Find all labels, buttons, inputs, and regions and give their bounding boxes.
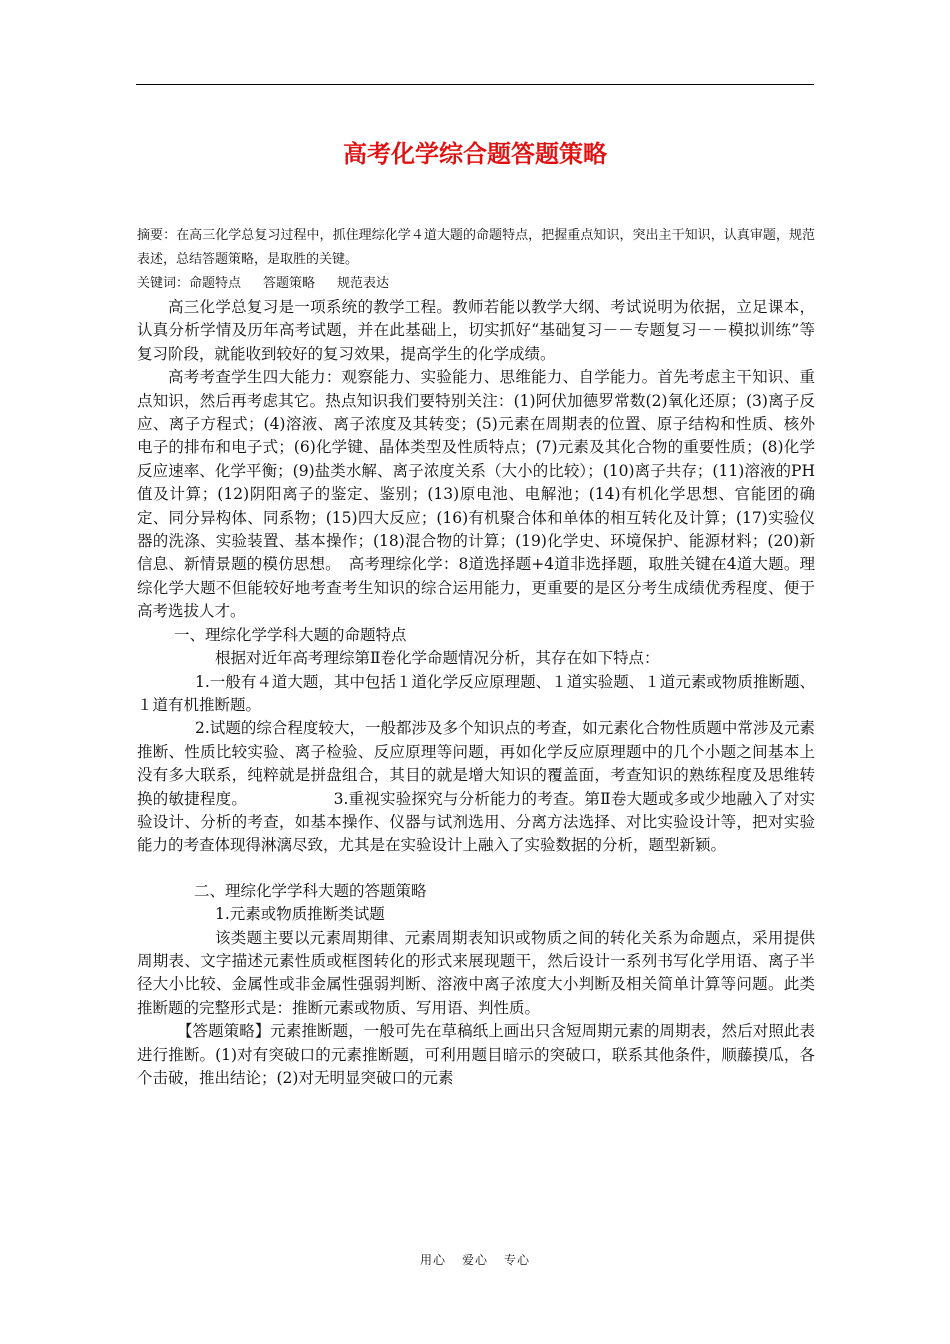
- keyword: 命题特点: [189, 276, 242, 291]
- abstract: 摘要：在高三化学总复习过程中，抓住理综化学４道大题的命题特点，把握重点知识，突出主干知识，认真审题，规范表述，总结答题策略，是取胜的关键。: [137, 228, 815, 267]
- section-paragraph: 该类题主要以元素周期律、元素周期表知识或物质之间的转化关系为命题点，采用提供周期表、文字描述元素性质或框图转化的形式来展现题干，然后设计一系列书写化学用语、离子半径大小比较、金属性或非金属性强弱判断、溶液中离子浓度大小判断及相关简单计算等问题。此类推断题的完整形式是：推断元素或物质、写用语、判性质。: [137, 928, 815, 1017]
- subsection-heading: 1.元素或物质推断类试题: [215, 905, 385, 924]
- document-body: [137, 224, 815, 1090]
- section-lead: 根据对近年高考理综第Ⅱ卷化学命题情况分析，其存在如下特点：: [215, 649, 660, 668]
- section-heading: 二、理综化学学科大题的答题策略: [194, 881, 427, 900]
- header-rule: [136, 84, 814, 85]
- keyword: 答题策略: [263, 276, 316, 291]
- point-paragraph: 2.试题的综合程度较大，一般都涉及多个知识点的考查，如元素化合物性质题中常涉及元素推断、性质比较实验、离子检验、反应原理等问题，再如化学反应原理题中的几个小题之间基本上没有多大联系，纯粹就是拼盘组合，其目的就是增大知识的覆盖面，考查知识的熟练程度及思维转换的敏捷程度。 3.重视实验探究与分析能力的考查。第Ⅱ卷大题或多或少地融入了对实验设计、分析的考查，如基本操作、仪器与试剂选用、分离方法选择、对比实验设计等，把对实验能力的考查体现得淋漓尽致，尤其是在实验设计上融入了实验数据的分析，题型新颖。: [137, 719, 815, 855]
- page-footer: [0, 1251, 950, 1268]
- document-title: 高考化学综合题答题策略: [343, 140, 607, 168]
- keywords-label: 关键词：: [137, 276, 190, 291]
- footer-word: 爱心: [461, 1253, 488, 1267]
- footer-word: 专心: [504, 1253, 531, 1267]
- intro-paragraph: 高考考查学生四大能力：观察能力、实验能力、思维能力、自学能力。首先考虑主干知识、重点知识，然后再考虑其它。热点知识我们要特别关注：(1)阿伏加德罗常数(2)氧化还原；(3)离子反应、离子方程式；(4)溶液、离子浓度及其转变；(5)元素在周期表的位置、原子结构和性质、核外电子的排布和电子式；(6)化学键、晶体类型及性质特点；(7)元素及其化合物的重要性质；(8)化学反应速率、化学平衡；(9)盐类水解、离子浓度关系（大小的比较）；(10)离子共存；(11)溶液的PH值及计算；(12)阴阳离子的鉴定、鉴别；(13)原电池、电解池；(14)有机化学思想、官能团的确定、同分异构体、同系物；(15)四大反应；(16)有机聚合体和单体的相互转化及计算；(17)实验仪器的洗涤、实验装置、基本操作；(18)混合物的计算；(19)化学史、环境保护、能源材料；(20)新信息、新情景题的模仿思想。 高考理综化学：8道选择题+4道非选择题，取胜关键在4道大题。理综化学大题不但能较好地考查考生知识的综合运用能力，更重要的是区分考生成绩优秀程度、便于高考选拔人才。: [137, 368, 815, 621]
- point-paragraph: 1.一般有４道大题，其中包括１道化学反应原理题、１道实验题、１道元素或物质推断题、１道有机推断题。: [137, 672, 815, 714]
- intro-paragraph: 高三化学总复习是一项系统的教学工程。教师若能以教学大纲、考试说明为依据，立足课本，认真分析学情及历年高考试题，并在此基础上，切实抓好“基础复习－－专题复习－－模拟训练”等复习阶段，就能收到较好的复习效果，提高学生的化学成绩。: [137, 298, 815, 363]
- keyword: 规范表达: [337, 276, 390, 291]
- strategy-paragraph: 【答题策略】元素推断题，一般可先在草稿纸上画出只含短周期元素的周期表，然后对照此表进行推断。(1)对有突破口的元素推断题，可利用题目暗示的突破口，联系其他条件，顺藤摸瓜，各个击破，推出结论；(2)对无明显突破口的元素: [137, 1022, 815, 1087]
- keywords: [137, 272, 815, 296]
- section-heading: 一、理综化学学科大题的命题特点: [174, 625, 407, 644]
- footer-word: 用心: [419, 1253, 446, 1267]
